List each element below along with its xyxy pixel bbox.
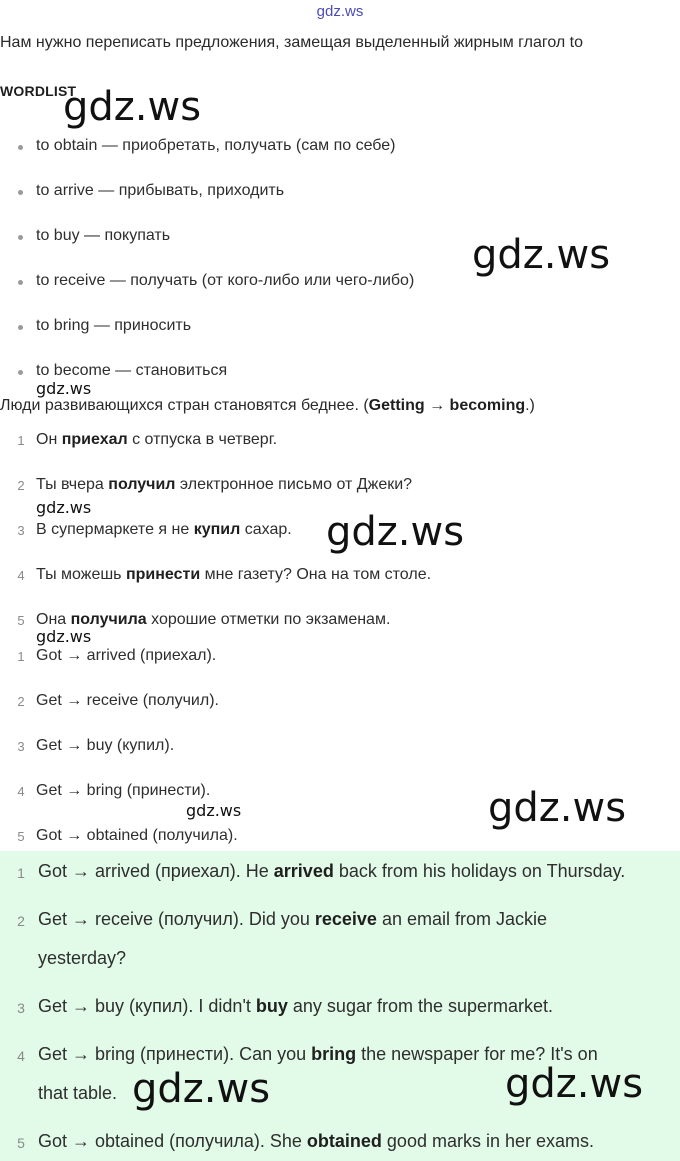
answer-item-continuation: that table. (38, 1083, 118, 1103)
watermark: gdz.ws (36, 498, 92, 517)
watermark: gdz.ws (36, 379, 92, 398)
wordlist-item: to bring — приносить (36, 317, 192, 334)
bullet-icon (18, 190, 23, 195)
item-number: 2 (17, 913, 25, 929)
site-label[interactable]: gdz.ws (316, 3, 364, 20)
replacement-item: Get → receive (получил). (36, 692, 219, 709)
replacement-item: Get → buy (купил). (36, 737, 175, 754)
answer-item: Got → obtained (получила). She obtained good marks in her exams. (38, 1131, 595, 1151)
item-number: 1 (17, 649, 25, 664)
item-number: 5 (17, 1135, 25, 1151)
bullet-icon (18, 325, 23, 330)
item-number: 2 (17, 478, 25, 493)
sentence-item: Она получила хорошие отметки по экзаменам. (36, 611, 391, 628)
watermark: gdz.ws (472, 232, 611, 278)
item-number: 4 (17, 568, 25, 583)
item-number: 5 (17, 829, 25, 844)
item-number: 4 (17, 1048, 25, 1064)
wordlist-title: WORDLIST (0, 83, 77, 99)
answer-item: Get → bring (принести). Can you bring the newspaper for me? It's on (38, 1044, 598, 1064)
watermark: gdz.ws (186, 801, 242, 820)
example-sentence: Люди развивающихся стран становятся беднее. (Getting → becoming.) (0, 397, 535, 414)
item-number: 5 (17, 613, 25, 628)
item-number: 1 (17, 865, 25, 881)
wordlist-item: to arrive — прибывать, приходить (36, 182, 285, 199)
answer-item: Get → buy (купил). I didn't buy any sugar from the supermarket. (38, 996, 554, 1016)
watermark: gdz.ws (505, 1061, 644, 1107)
replacement-item: Got → arrived (приехал). (36, 647, 217, 664)
item-number: 3 (17, 523, 25, 538)
replacement-item: Got → obtained (получила). (36, 827, 238, 844)
watermark: gdz.ws (326, 509, 465, 555)
watermark: gdz.ws (63, 84, 202, 130)
wordlist-item: to receive — получать (от кого-либо или чего-либо) (36, 272, 415, 289)
bullet-icon (18, 370, 23, 375)
bullet-icon (18, 235, 23, 240)
watermark: gdz.ws (488, 785, 627, 831)
answer-item-continuation: yesterday? (38, 948, 127, 968)
item-number: 2 (17, 694, 25, 709)
bullet-icon (18, 145, 23, 150)
sentence-item: В супермаркете я не купил сахар. (36, 521, 292, 538)
sentence-item: Он приехал с отпуска в четверг. (36, 431, 278, 448)
wordlist-item: to become — становиться (36, 362, 228, 379)
replacement-item: Get → bring (принести). (36, 782, 211, 799)
item-number: 1 (17, 433, 25, 448)
sentence-item: Ты можешь принести мне газету? Она на том столе. (36, 566, 432, 583)
sentence-item: Ты вчера получил электронное письмо от Джеки? (36, 476, 413, 493)
item-number: 3 (17, 739, 25, 754)
item-number: 4 (17, 784, 25, 799)
answers-panel (0, 851, 680, 1161)
intro-text: Нам нужно переписать предложения, замещая выделенный жирным глагол to (0, 34, 584, 51)
answer-item: Get → receive (получил). Did you receive an email from Jackie (38, 909, 547, 929)
watermark: gdz.ws (36, 627, 92, 646)
watermark: gdz.ws (132, 1066, 271, 1112)
bullet-icon (18, 280, 23, 285)
item-number: 3 (17, 1000, 25, 1016)
answer-item: Got → arrived (приехал). He arrived back from his holidays on Thursday. (38, 861, 626, 881)
wordlist-item: to buy — покупать (36, 227, 171, 244)
wordlist-item: to obtain — приобретать, получать (сам по себе) (36, 137, 396, 154)
